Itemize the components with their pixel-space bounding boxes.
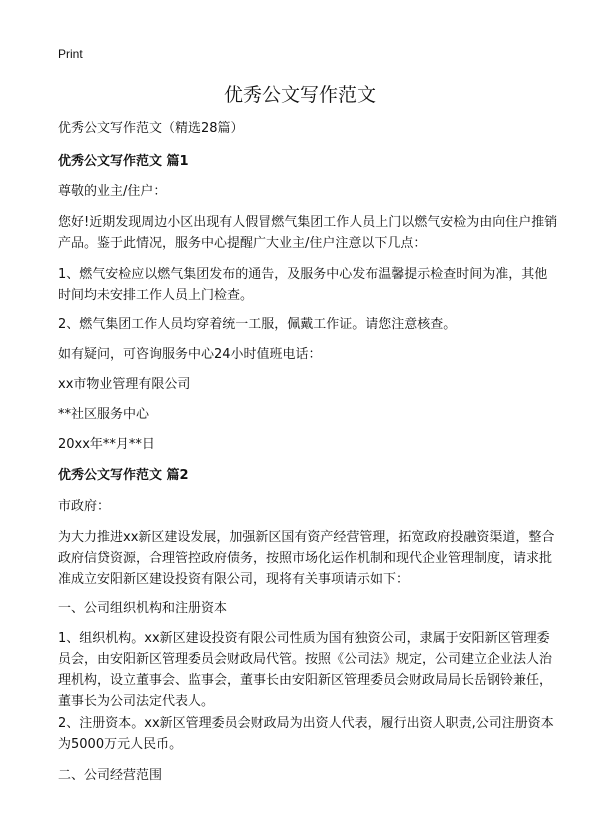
section2-item2: 2、注册资本。xx新区管理委员会财政局为出资人代表，履行出资人职责,公司注册资本为5000万元人民币。 (58, 716, 554, 752)
document-title: 优秀公文写作范文 (223, 84, 376, 106)
section1-item1: 1、燃气安检应以燃气集团发布的通告，及服务中心发布温馨提示检查时间为准，其他时间均未安排工作人员上门检查。 (58, 267, 548, 303)
section1-center: **社区服务中心 (58, 407, 150, 422)
section2-part1: 一、公司组织机构和注册资本 (58, 601, 228, 616)
section1-contact: 如有疑问，可咨询服务中心24小时值班电话： (58, 347, 322, 362)
section1-date: 20xx年**月**日 (58, 437, 155, 452)
section1-intro: 您好!近期发现周边小区出现有人假冒燃气集团工作人员上门以燃气安检为由向住户推销产品。鉴于此情况，服务中心提醒广大业主/住户注意以下几点： (58, 215, 558, 251)
section2-part2: 二、公司经营范围 (58, 768, 163, 783)
section2-greeting: 市政府： (58, 499, 111, 514)
section1-company: xx市物业管理有限公司 (58, 377, 191, 392)
section1-item2: 2、燃气集团工作人员均穿着统一工服，佩戴工作证。请您注意核查。 (58, 317, 457, 332)
section1-greeting: 尊敬的业主/住户： (58, 184, 167, 199)
section1-heading: 优秀公文写作范文 篇1 (58, 154, 189, 169)
print-label[interactable]: Print (58, 47, 83, 61)
section2-heading: 优秀公文写作范文 篇2 (58, 468, 189, 483)
section2-item1: 1、组织机构。xx新区建设投资有限公司性质为国有独资公司，隶属于安阳新区管理委员会，由安阳新区管理委员会财政局代管。按照《公司法》规定，公司建立企业法人治理机构，设立董事会、监事会，董事长由安阳新区管理委员会财政局局长岳钢铃兼任，董事长为公司法定代表人。 (58, 631, 553, 709)
section2-intro: 为大力推进xx新区建设发展，加强新区国有资产经营管理，拓宽政府投融资渠道，整合政府信贷资源，合理管控政府债务，按照市场化运作机制和现代企业管理制度，请求批准成立安阳新区建设投资有限公司，现将有关事项请示如下： (58, 530, 555, 587)
document-subtitle: 优秀公文写作范文（精选28篇） (58, 121, 244, 136)
